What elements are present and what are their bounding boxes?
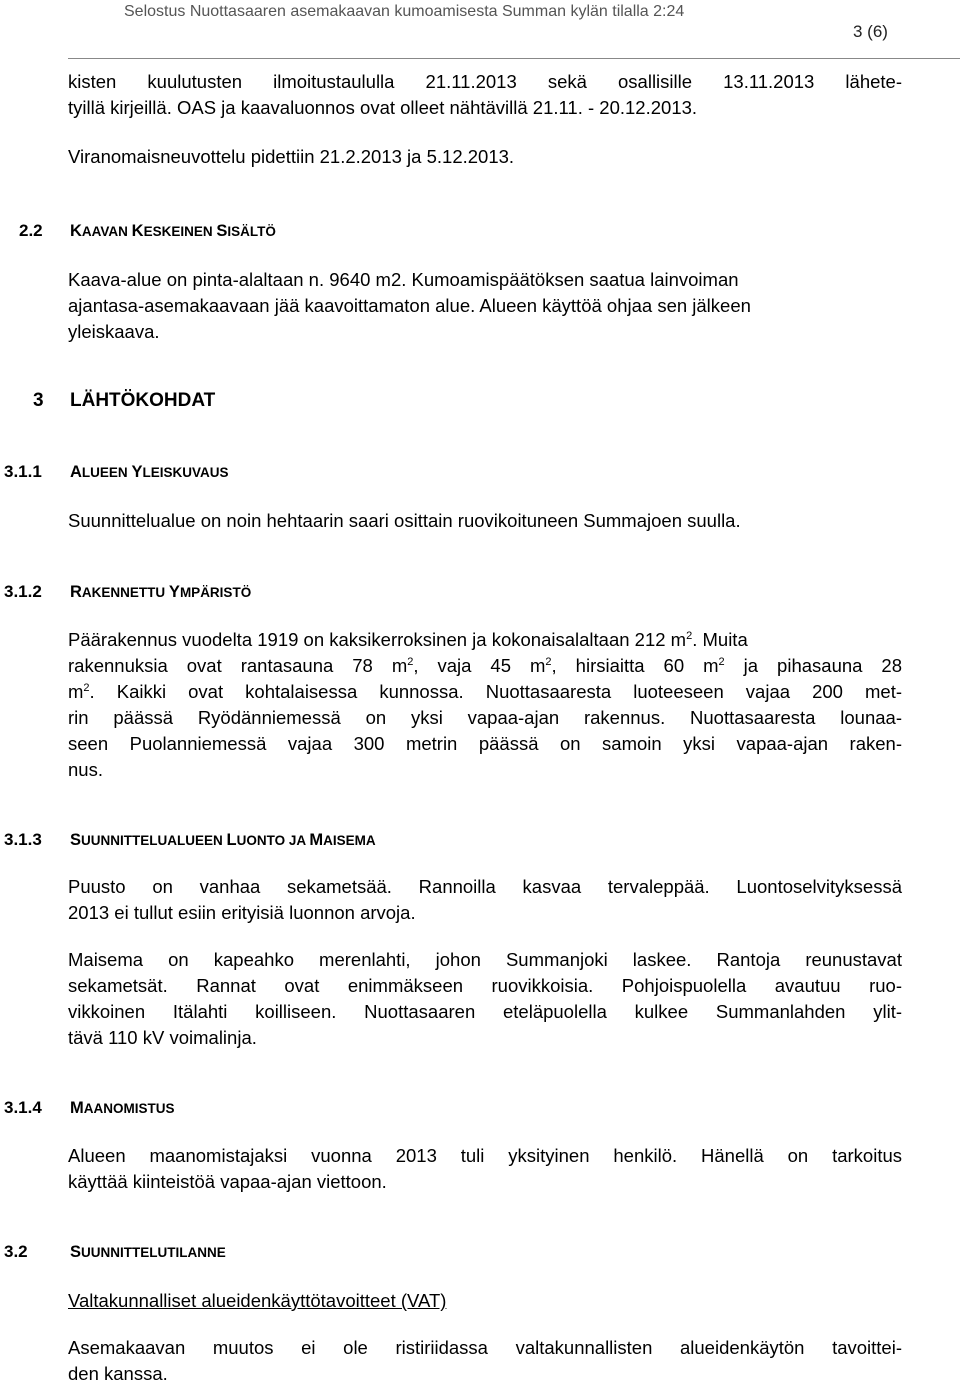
- text-line: 2013 ei tullut esiin erityisiä luonnon arvoja.: [68, 902, 416, 923]
- subheading-text: Valtakunnalliset alueidenkäyttötavoitteet (VAT): [68, 1290, 447, 1311]
- text-line: Suunnittelualue on noin hehtaarin saari osittain ruovikoituneen Summajoen suulla.: [68, 510, 741, 531]
- text-line: kisten kuulutusten ilmoitustaululla 21.11.2013 sekä osallisille 13.11.2013 lähete-: [68, 71, 902, 92]
- section-number: 3.2: [4, 1242, 28, 1261]
- text-line: rakennuksia ovat rantasauna 78 $m^2$, vaja 45 $m^2$, hirsiaitta 60 $m^2$ ja pihasauna 28: [68, 655, 903, 676]
- paragraph: [68, 1143, 902, 1195]
- section-heading-3-1-2: [0, 582, 960, 606]
- section-title: KAAVAN KESKEINEN SISÄLTÖ: [70, 222, 276, 240]
- text-line: Viranomaisneuvottelu pidettiin 21.2.2013 ja 5.12.2013.: [68, 146, 515, 167]
- section-heading-3-1-4: [0, 1098, 960, 1122]
- text-line: Päärakennus vuodelta 1919 on kaksikerroksinen ja kokonaisalaltaan 212 $m^2$. Muita: [68, 629, 748, 650]
- text-line: käyttää kiinteistöä vapaa-ajan viettoon.: [68, 1171, 387, 1192]
- text-line: tävä 110 kV voimalinja.: [68, 1027, 257, 1048]
- page-number: 3 (6): [853, 22, 888, 41]
- section-heading-3-1-1: [0, 462, 960, 486]
- text-line: nus.: [68, 759, 103, 780]
- paragraph: [68, 947, 902, 1051]
- page-header-title: Selostus Nuottasaaren asemakaavan kumoamisesta Summan kylän tilalla 2:24: [124, 3, 685, 20]
- text-line: $m^2$. Kaikki ovat kohtalaisessa kunnossa. Nuottasaaresta luoteeseen vajaa 200 met-: [68, 681, 902, 702]
- paragraph: [68, 508, 902, 534]
- text-line: Maisema on kapeahko merenlahti, johon Summanjoki laskee. Rantoja reunustavat: [68, 949, 902, 970]
- text-line: Asemakaavan muutos ei ole ristiriidassa valtakunnallisten alueidenkäytön tavoittei-: [68, 1337, 902, 1358]
- section-title: ALUEEN YLEISKUVAUS: [70, 463, 229, 481]
- section-number: 3.1.4: [4, 1098, 42, 1117]
- section-heading-3-2: [0, 1242, 960, 1266]
- paragraph: [68, 627, 902, 783]
- paragraph: [68, 267, 902, 345]
- paragraph: [68, 874, 902, 926]
- section-number: 2.2: [19, 221, 43, 240]
- text-line: Alueen maanomistajaksi vuonna 2013 tuli yksityinen henkilö. Hänellä on tarkoitus: [68, 1145, 902, 1166]
- text-line: rin päässä Ryödänniemessä on yksi vapaa-ajan rakennus. Nuottasaaresta lounaa-: [68, 707, 902, 728]
- paragraph: [68, 1335, 902, 1387]
- text-line: vikkoinen Itälahti koilliseen. Nuottasaaren eteläpuolella kulkee Summanlahden ylit-: [68, 1001, 902, 1022]
- section-title: MAANOMISTUS: [70, 1099, 175, 1117]
- header-rule: [68, 58, 960, 59]
- text-line: Puusto on vanhaa sekametsää. Rannoilla kasvaa tervaleppää. Luontoselvityksessä: [68, 876, 902, 897]
- text-line: ajantasa-asemakaavaan jää kaavoittamaton alue. Alueen käyttöä ohjaa sen jälkeen: [68, 295, 751, 316]
- text-line: seen Puolanniemessä vajaa 300 metrin päässä on samoin yksi vapaa-ajan raken-: [68, 733, 902, 754]
- section-heading-2-2: [0, 221, 960, 245]
- section-number: 3.1.3: [4, 830, 42, 849]
- section-number: 3: [33, 390, 44, 411]
- subheading: [68, 1288, 902, 1314]
- intro-paragraph: [68, 69, 902, 121]
- text-line: sekametsät. Rannat ovat enimmäkseen ruovikkoisia. Pohjoispuolella avautuu ruo-: [68, 975, 902, 996]
- intro-paragraph-2: [68, 144, 902, 170]
- text-line: yleiskaava.: [68, 321, 160, 342]
- section-heading-3-1-3: [0, 830, 960, 854]
- section-title: SUUNNITTELUTILANNE: [70, 1243, 226, 1261]
- text-line: tyillä kirjeillä. OAS ja kaavaluonnos ovat olleet nähtävillä 21.11. - 20.12.2013.: [68, 97, 698, 118]
- section-title: RAKENNETTU YMPÄRISTÖ: [70, 583, 252, 601]
- text-line: den kanssa.: [68, 1363, 168, 1384]
- section-heading-3: [0, 390, 960, 416]
- section-number: 3.1.1: [4, 462, 42, 481]
- section-number: 3.1.2: [4, 582, 42, 601]
- section-title: LÄHTÖKOHDAT: [70, 390, 216, 411]
- text-line: Kaava-alue on pinta-alaltaan n. 9640 m2. Kumoamispäätöksen saatua lainvoiman: [68, 269, 739, 290]
- section-title: SUUNNITTELUALUEEN LUONTO JA MAISEMA: [70, 831, 376, 849]
